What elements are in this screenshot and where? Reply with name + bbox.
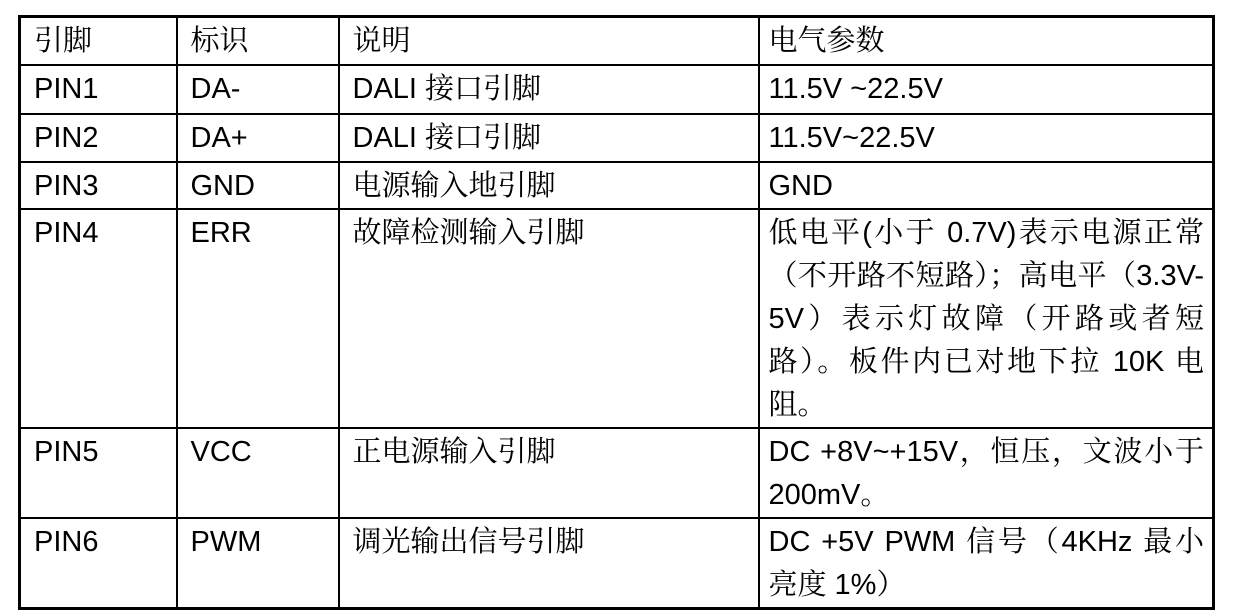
description-cell: 故障检测输入引脚	[339, 209, 759, 428]
label-cell: ERR	[177, 209, 339, 428]
description-cell: DALI 接口引脚	[339, 65, 759, 114]
header-cell-label: 标识	[177, 17, 339, 65]
header-cell-pin: 引脚	[20, 17, 177, 65]
label-cell: VCC	[177, 428, 339, 518]
params-cell: 低电平(小于 0.7V)表示电源正常（不开路不短路）；高电平（3.3V-5V）表示灯故障（开路或者短路）。板件内已对地下拉 10K 电阻。	[759, 209, 1214, 428]
description-cell: 调光输出信号引脚	[339, 518, 759, 609]
table-row-pin2	[20, 114, 1214, 162]
pin-cell: PIN4	[20, 209, 177, 428]
params-cell: DC +8V~+15V，恒压，文波小于 200mV。	[759, 428, 1214, 518]
header-row	[20, 17, 1214, 65]
label-cell: DA-	[177, 65, 339, 114]
label-cell: PWM	[177, 518, 339, 609]
pin-definition-table	[18, 15, 1215, 610]
pin-cell: PIN2	[20, 114, 177, 162]
pin-cell: PIN6	[20, 518, 177, 609]
params-cell: 11.5V~22.5V	[759, 114, 1214, 162]
description-cell: 电源输入地引脚	[339, 162, 759, 209]
header-cell-params: 电气参数	[759, 17, 1214, 65]
label-cell: DA+	[177, 114, 339, 162]
table-row-pin5	[20, 428, 1214, 518]
pin-cell: PIN3	[20, 162, 177, 209]
description-cell: DALI 接口引脚	[339, 114, 759, 162]
label-cell: GND	[177, 162, 339, 209]
params-cell: GND	[759, 162, 1214, 209]
pin-cell: PIN5	[20, 428, 177, 518]
table-row-pin3	[20, 162, 1214, 209]
pin-cell: PIN1	[20, 65, 177, 114]
table-row-pin4	[20, 209, 1214, 428]
description-cell: 正电源输入引脚	[339, 428, 759, 518]
table-row-pin1	[20, 65, 1214, 114]
table-row-pin6	[20, 518, 1214, 609]
header-cell-description: 说明	[339, 17, 759, 65]
params-cell: DC +5V PWM 信号（4KHz 最小亮度 1%）	[759, 518, 1214, 609]
params-cell: 11.5V ~22.5V	[759, 65, 1214, 114]
